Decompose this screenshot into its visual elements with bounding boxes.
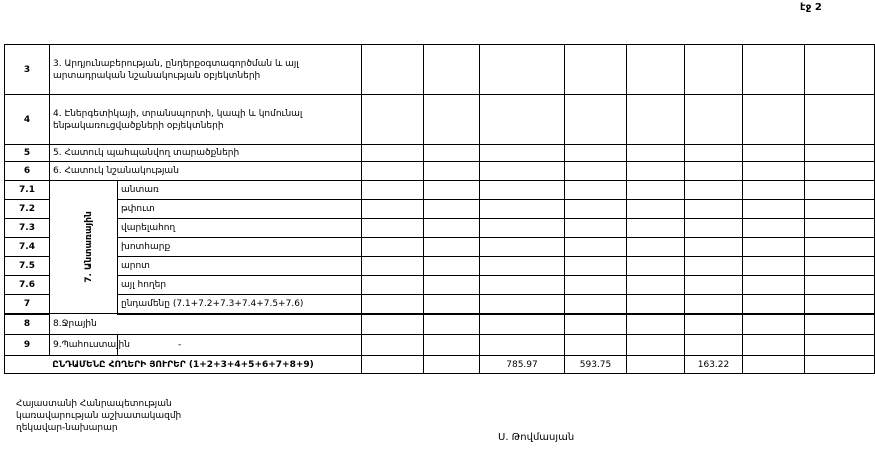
- row-number: 7.5: [5, 257, 50, 276]
- row-number: 7.6: [5, 276, 50, 295]
- row-extra: -: [118, 335, 362, 356]
- forest-group-label: 7. Անտառային: [83, 211, 94, 283]
- total-row: [5, 356, 875, 374]
- table-row: [5, 162, 875, 181]
- row-label: այլ հողեր: [118, 276, 362, 295]
- table-row: [5, 181, 875, 200]
- total-label: ԸՆԴԱՄԵՆԸ ՀՈՂԵՐԻ ՅՈՒՐԵՐ (1+2+3+4+5+6+7+8+9): [5, 356, 362, 374]
- signature-line-3: ղեկավար-նախարար: [16, 423, 118, 433]
- table-row: [5, 276, 875, 295]
- page-number: էջ 2: [800, 2, 822, 13]
- row-label: խոտհարք: [118, 238, 362, 257]
- table-row: [5, 335, 875, 356]
- table-row: [5, 314, 875, 335]
- table-row: [5, 238, 875, 257]
- row-label: 5. Հատուկ պահպանվող տարածքների: [50, 145, 362, 162]
- table-row: [5, 95, 875, 145]
- row-label: 9.Պահուստային: [50, 335, 118, 356]
- signature-block: [16, 398, 181, 434]
- row-label: արոտ: [118, 257, 362, 276]
- row-number: 7.2: [5, 200, 50, 219]
- row-number: 7.3: [5, 219, 50, 238]
- row-number: 8: [5, 314, 50, 335]
- total-value-2: 593.75: [565, 356, 627, 374]
- forest-group-cell: [50, 181, 118, 314]
- row-label: թփուտ: [118, 200, 362, 219]
- total-value-3: 163.22: [685, 356, 743, 374]
- row-number: 7.1: [5, 181, 50, 200]
- table-row: [5, 219, 875, 238]
- row-number: 7: [5, 295, 50, 314]
- table-row: [5, 295, 875, 314]
- row-label: 8.Ջրային: [50, 314, 362, 335]
- table-row: [5, 200, 875, 219]
- row-number: 6: [5, 162, 50, 181]
- row-number: 4: [5, 95, 50, 145]
- signatory-name: Ս. Թովմասյան: [498, 432, 575, 443]
- row-label: 3. Արդյունաբերության, ընդերքօգտագործման և այլ արտադրական նշանակության օբյեկտների: [50, 45, 362, 95]
- row-number: 7.4: [5, 238, 50, 257]
- row-number: 9: [5, 335, 50, 356]
- row-number: 5: [5, 145, 50, 162]
- row-label: 4. Էներգետիկայի, տրանսպորտի, կապի և կոմունալ ենթակառուցվածքների օբյեկտների: [50, 95, 362, 145]
- row-label: 6. Հատուկ նշանակության: [50, 162, 362, 181]
- row-number: 3: [5, 45, 50, 95]
- row-label: ընդամենը (7.1+7.2+7.3+7.4+7.5+7.6): [118, 295, 362, 314]
- table-row: [5, 45, 875, 95]
- signature-line-1: Հայաստանի Հանրապետության: [16, 399, 172, 409]
- land-balance-table: [4, 44, 875, 374]
- total-value-1: 785.97: [480, 356, 565, 374]
- signature-line-2: կառավարության աշխատակազմի: [16, 411, 182, 421]
- table-row: [5, 145, 875, 162]
- table-row: [5, 257, 875, 276]
- row-label: վարելահող: [118, 219, 362, 238]
- row-label: անտառ: [118, 181, 362, 200]
